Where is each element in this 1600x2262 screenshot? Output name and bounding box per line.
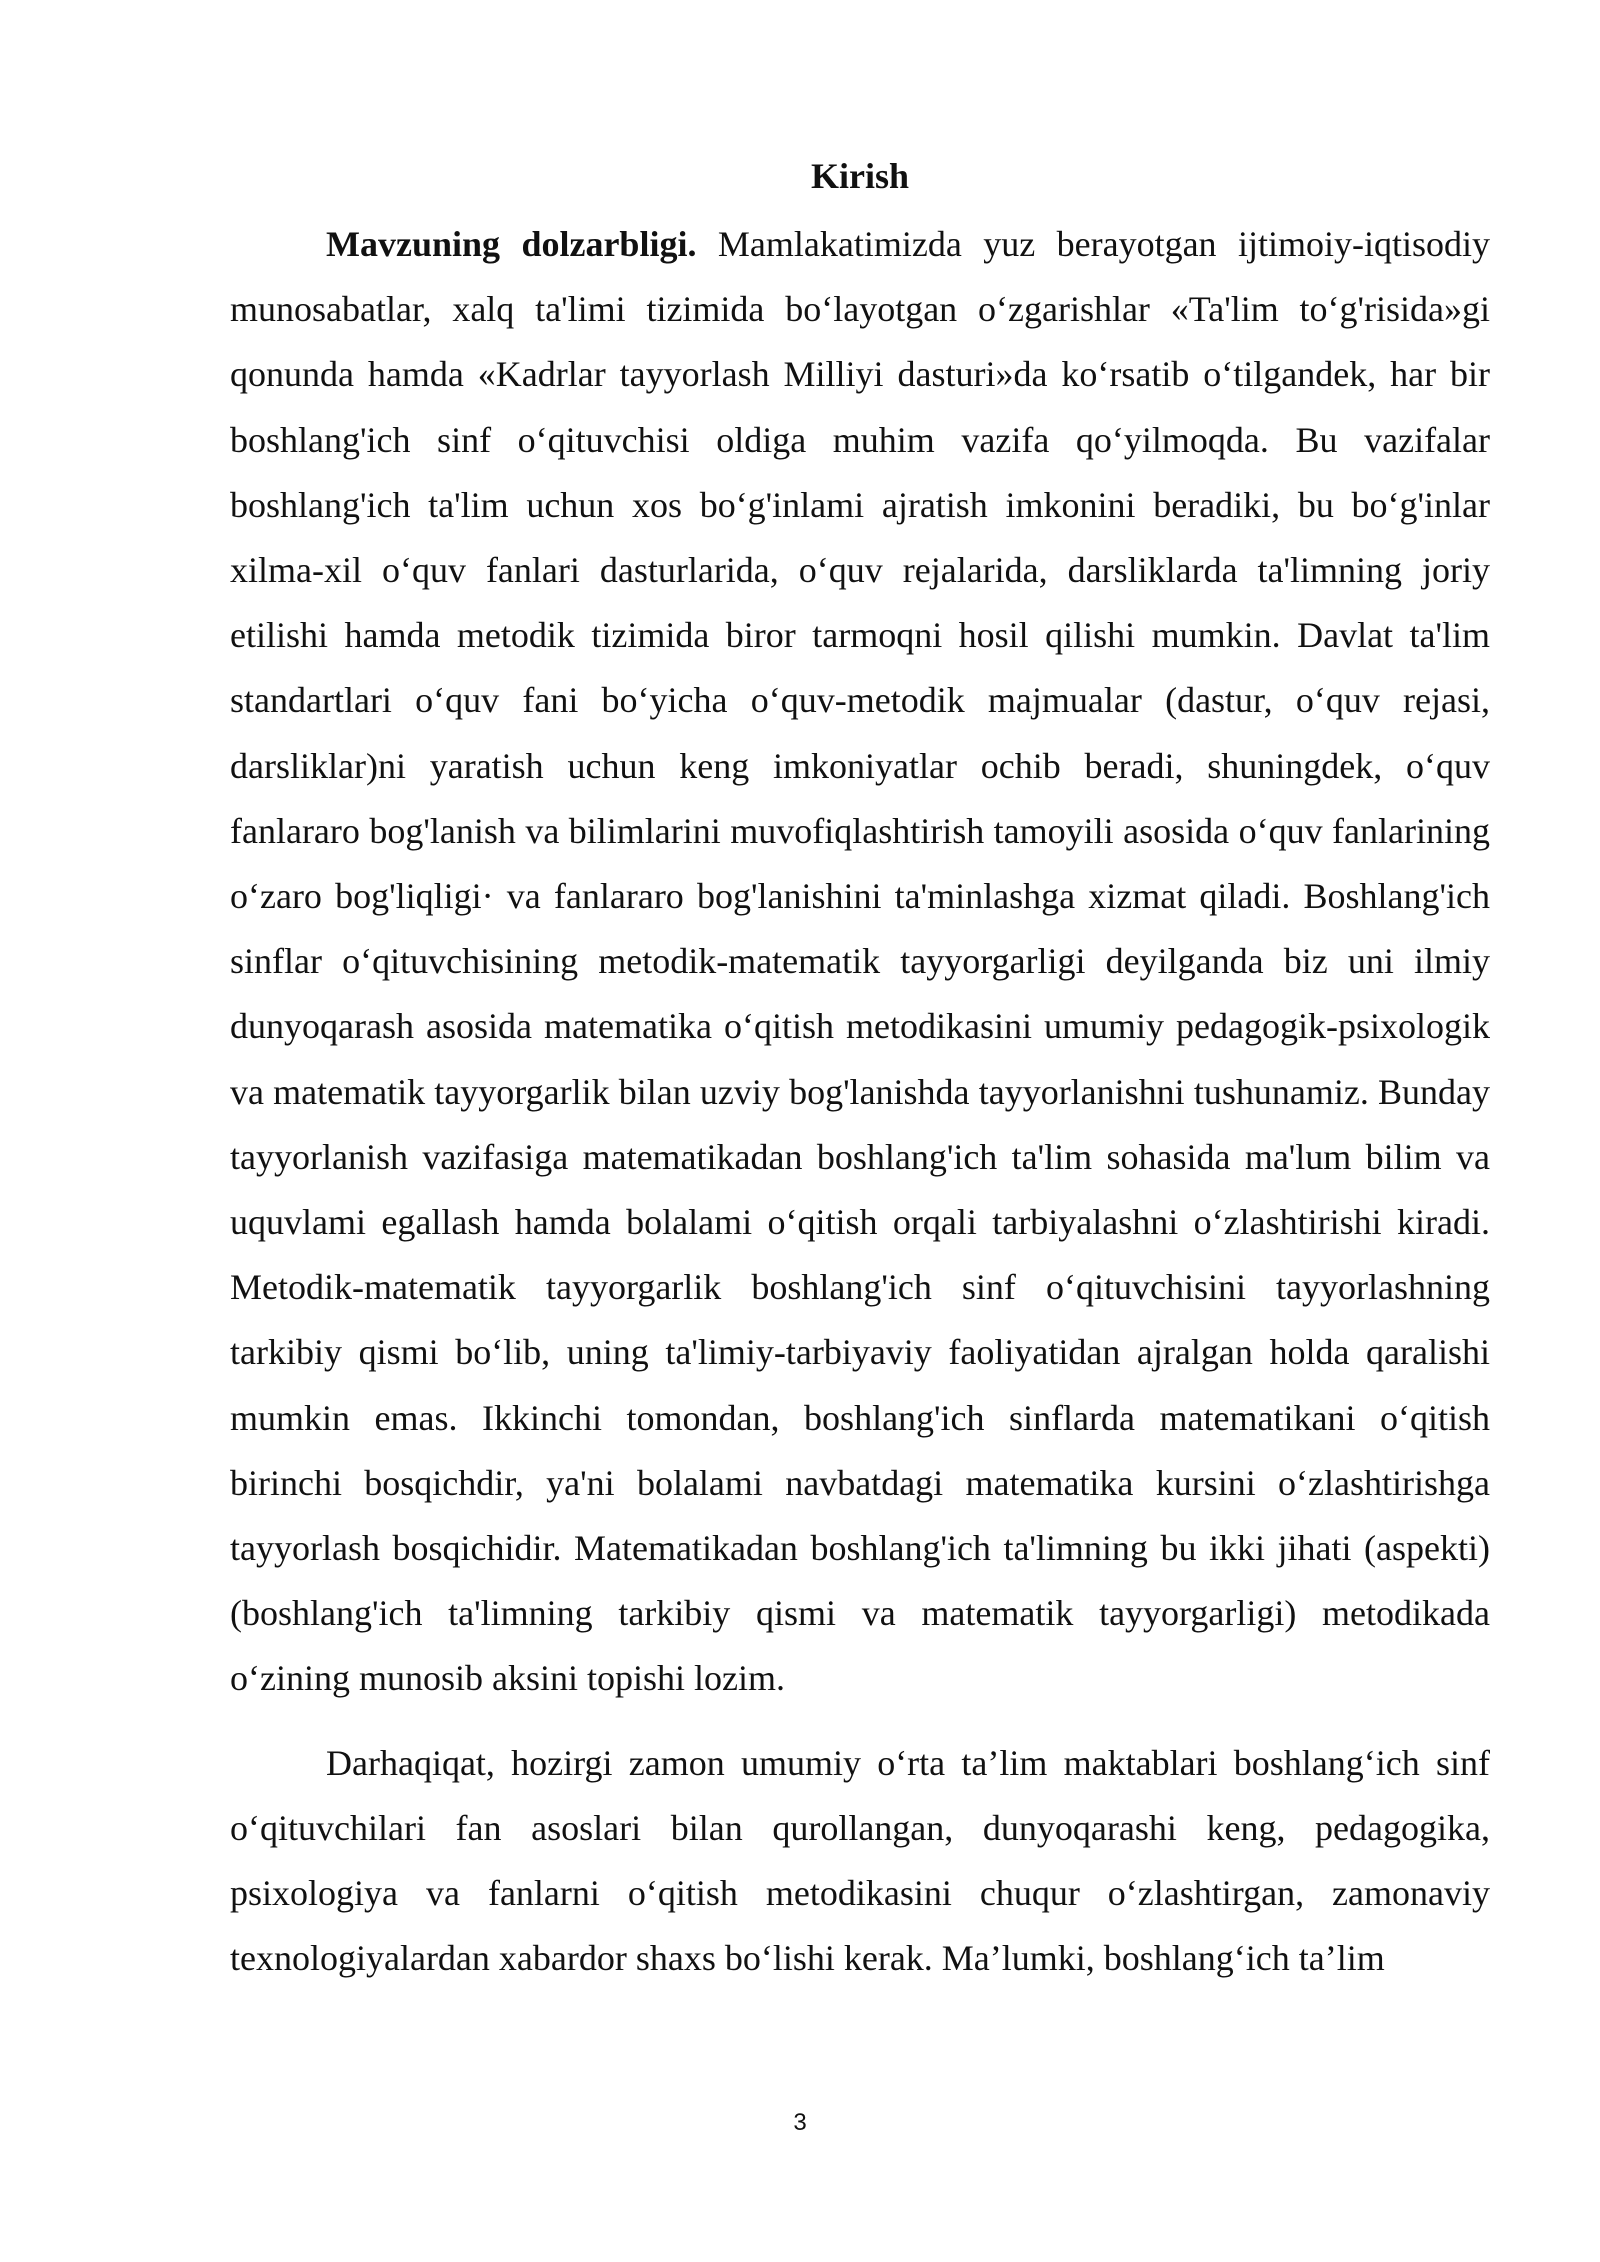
page-number: 3 xyxy=(793,2109,807,2136)
paragraph-second xyxy=(230,1731,1490,1992)
paragraph-text: Mamlakatimizda yuz berayotgan ijtimoiy-iqtisodiy munosabatlar, xalq ta'limi tizimida bo‘layotgan o‘zgarishlar «Ta'lim to‘g'risida»gi qonunda hamda «Kadrlar tayyorlash Milliyi dasturi»da ko‘rsatib o‘tilgandek, har bir boshlang'ich sinf o‘qituvchisi oldiga muhim vazifa qo‘yilmoqda. Bu vazifalar boshlang'ich ta'lim uchun xos bo‘g'inlami ajratish imkonini beradiki, bu bo‘g'inlar xilma-xil o‘quv fanlari dasturlarida, o‘quv rejalarida, darsliklarda ta'limning joriy etilishi hamda metodik tizimida biror tarmoqni hosil qilishi mumkin. Davlat ta'lim standartlari o‘quv fani bo‘yicha o‘quv-metodik majmualar (dastur, o‘quv rejasi, darsliklar)ni yaratish uchun keng imkoniyatlar ochib beradi, shuningdek, o‘quv fanlararo bog'lanish va bilimlarini muvofiqlashtirish tamoyili asosida o‘quv fanlarining o‘zaro bog'liqligi· va fanlararo bog'lanishini ta'minlashga xizmat qiladi. Boshlang'ich sinflar o‘qituvchisining metodik-matematik tayyorgarligi deyilganda biz uni ilmiy dunyoqarash asosida matematika o‘qitish metodikasini umumiy pedagogik-psixologik va matematik tayyorgarlik bilan uzviy bog'lanishda tayyorlanishni tushunamiz. Bunday tayyorlanish vazifasiga matematikadan boshlang'ich ta'lim sohasida ma'lum bilim va uquvlami egallash hamda bolalami o‘qitish orqali tarbiyalashni o‘zlashtirishi kiradi. Metodik-matematik tayyorgarlik boshlang'ich sinf o‘qituvchisini tayyorlashning tarkibiy qismi bo‘lib, uning ta'limiy-tarbiyaviy faoliyatidan ajralgan holda qaralishi mumkin emas. Ikkinchi tomondan, boshlang'ich sinflarda matematikani o‘qitish birinchi bosqichdir, ya'ni bolalami navbatdagi matematika kursini o‘zlashtirishga tayyorlash bosqichidir. Matematikadan boshlang'ich ta'limning bu ikki jihati (aspekti) (boshlang'ich ta'limning tarkibiy qismi va matematik tayyorgarligi) metodikada o‘zining munosib aksini topishi lozim. xyxy=(230,224,1491,1699)
paragraph-text: Darhaqiqat, hozirgi zamon umumiy o‘rta ta’lim maktablari boshlang‘ich sinf o‘qituvchilari fan asoslari bilan qurollangan, dunyoqarashi keng, pedagogika, psixologiya va fanlarni o‘qitish metodikasini chuqur o‘zlashtirgan, zamonaviy texnologiyalardan xabardor shaxs bo‘lishi kerak. Ma’lumki, boshlang‘ich ta’lim xyxy=(230,1742,1490,1979)
page-content xyxy=(230,148,1490,1991)
paragraph-lead: Mavzuning dolzarbligi. xyxy=(326,224,697,264)
section-title: Kirish xyxy=(810,156,909,196)
paragraph-relevance xyxy=(230,212,1490,1712)
